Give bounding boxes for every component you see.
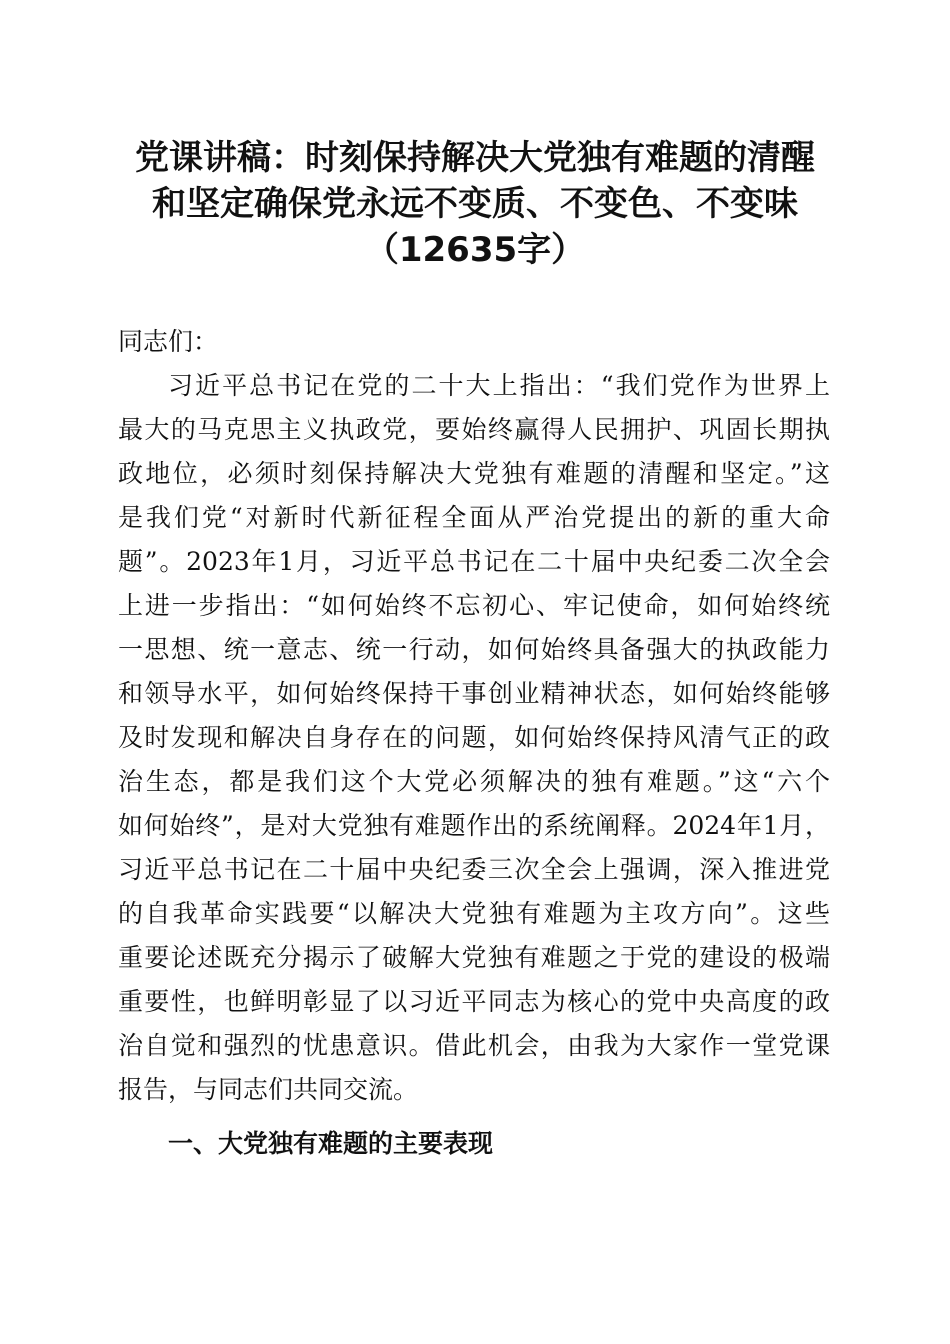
paragraph-line: 一思想、统一意志、统一行动，如何始终具备强大的执政能力	[118, 635, 830, 664]
paragraph-line: 重要论述既充分揭示了破解大党独有难题之于党的建设的极端	[118, 943, 830, 972]
paragraph-line: 及时发现和解决自身存在的问题，如何始终保持风清气正的政	[118, 723, 830, 752]
title-line: 和坚定确保党永远不变质、不变色、不变味	[152, 184, 798, 224]
paragraph-line: 最大的马克思主义执政党，要始终赢得人民拥护、巩固长期执	[118, 415, 830, 444]
paragraph-line: 治生态，都是我们这个大党必须解决的独有难题。”这“六个	[118, 767, 830, 796]
paragraph-line: 重要性，也鲜明彰显了以习近平同志为核心的党中央高度的政	[118, 987, 830, 1016]
salutation: 同志们：	[118, 327, 219, 356]
paragraph-line: 习近平总书记在党的二十大上指出：“我们党作为世界上	[168, 371, 830, 400]
paragraph-line: 上进一步指出：“如何始终不忘初心、牢记使命，如何始终统	[118, 591, 830, 620]
body-paragraph	[118, 364, 830, 1112]
paragraph-line: 政地位，必须时刻保持解决大党独有难题的清醒和坚定。”这	[118, 459, 830, 488]
paragraph-line: 治自觉和强烈的忧患意识。借此机会，由我为大家作一堂党课	[118, 1031, 830, 1060]
paragraph-line: 习近平总书记在二十届中央纪委三次全会上强调，深入推进党	[118, 855, 830, 884]
document-title	[100, 135, 850, 273]
paragraph-line: 是我们党“对新时代新征程全面从严治党提出的新的重大命	[118, 503, 830, 532]
title-word-count: （12635字）	[364, 230, 586, 270]
paragraph-line: 和领导水平，如何始终保持干事创业精神状态，如何始终能够	[118, 679, 830, 708]
section-heading: 一、大党独有难题的主要表现	[168, 1129, 494, 1158]
paragraph-line: 题”。2023年1月，习近平总书记在二十届中央纪委二次全会	[118, 547, 830, 576]
paragraph-line: 报告，与同志们共同交流。	[118, 1075, 419, 1104]
title-line: 党课讲稿：时刻保持解决大党独有难题的清醒	[135, 138, 815, 178]
paragraph-line: 的自我革命实践要“以解决大党独有难题为主攻方向”。这些	[118, 899, 830, 928]
paragraph-line: 如何始终”，是对大党独有难题作出的系统阐释。2024年1月，	[118, 811, 830, 840]
